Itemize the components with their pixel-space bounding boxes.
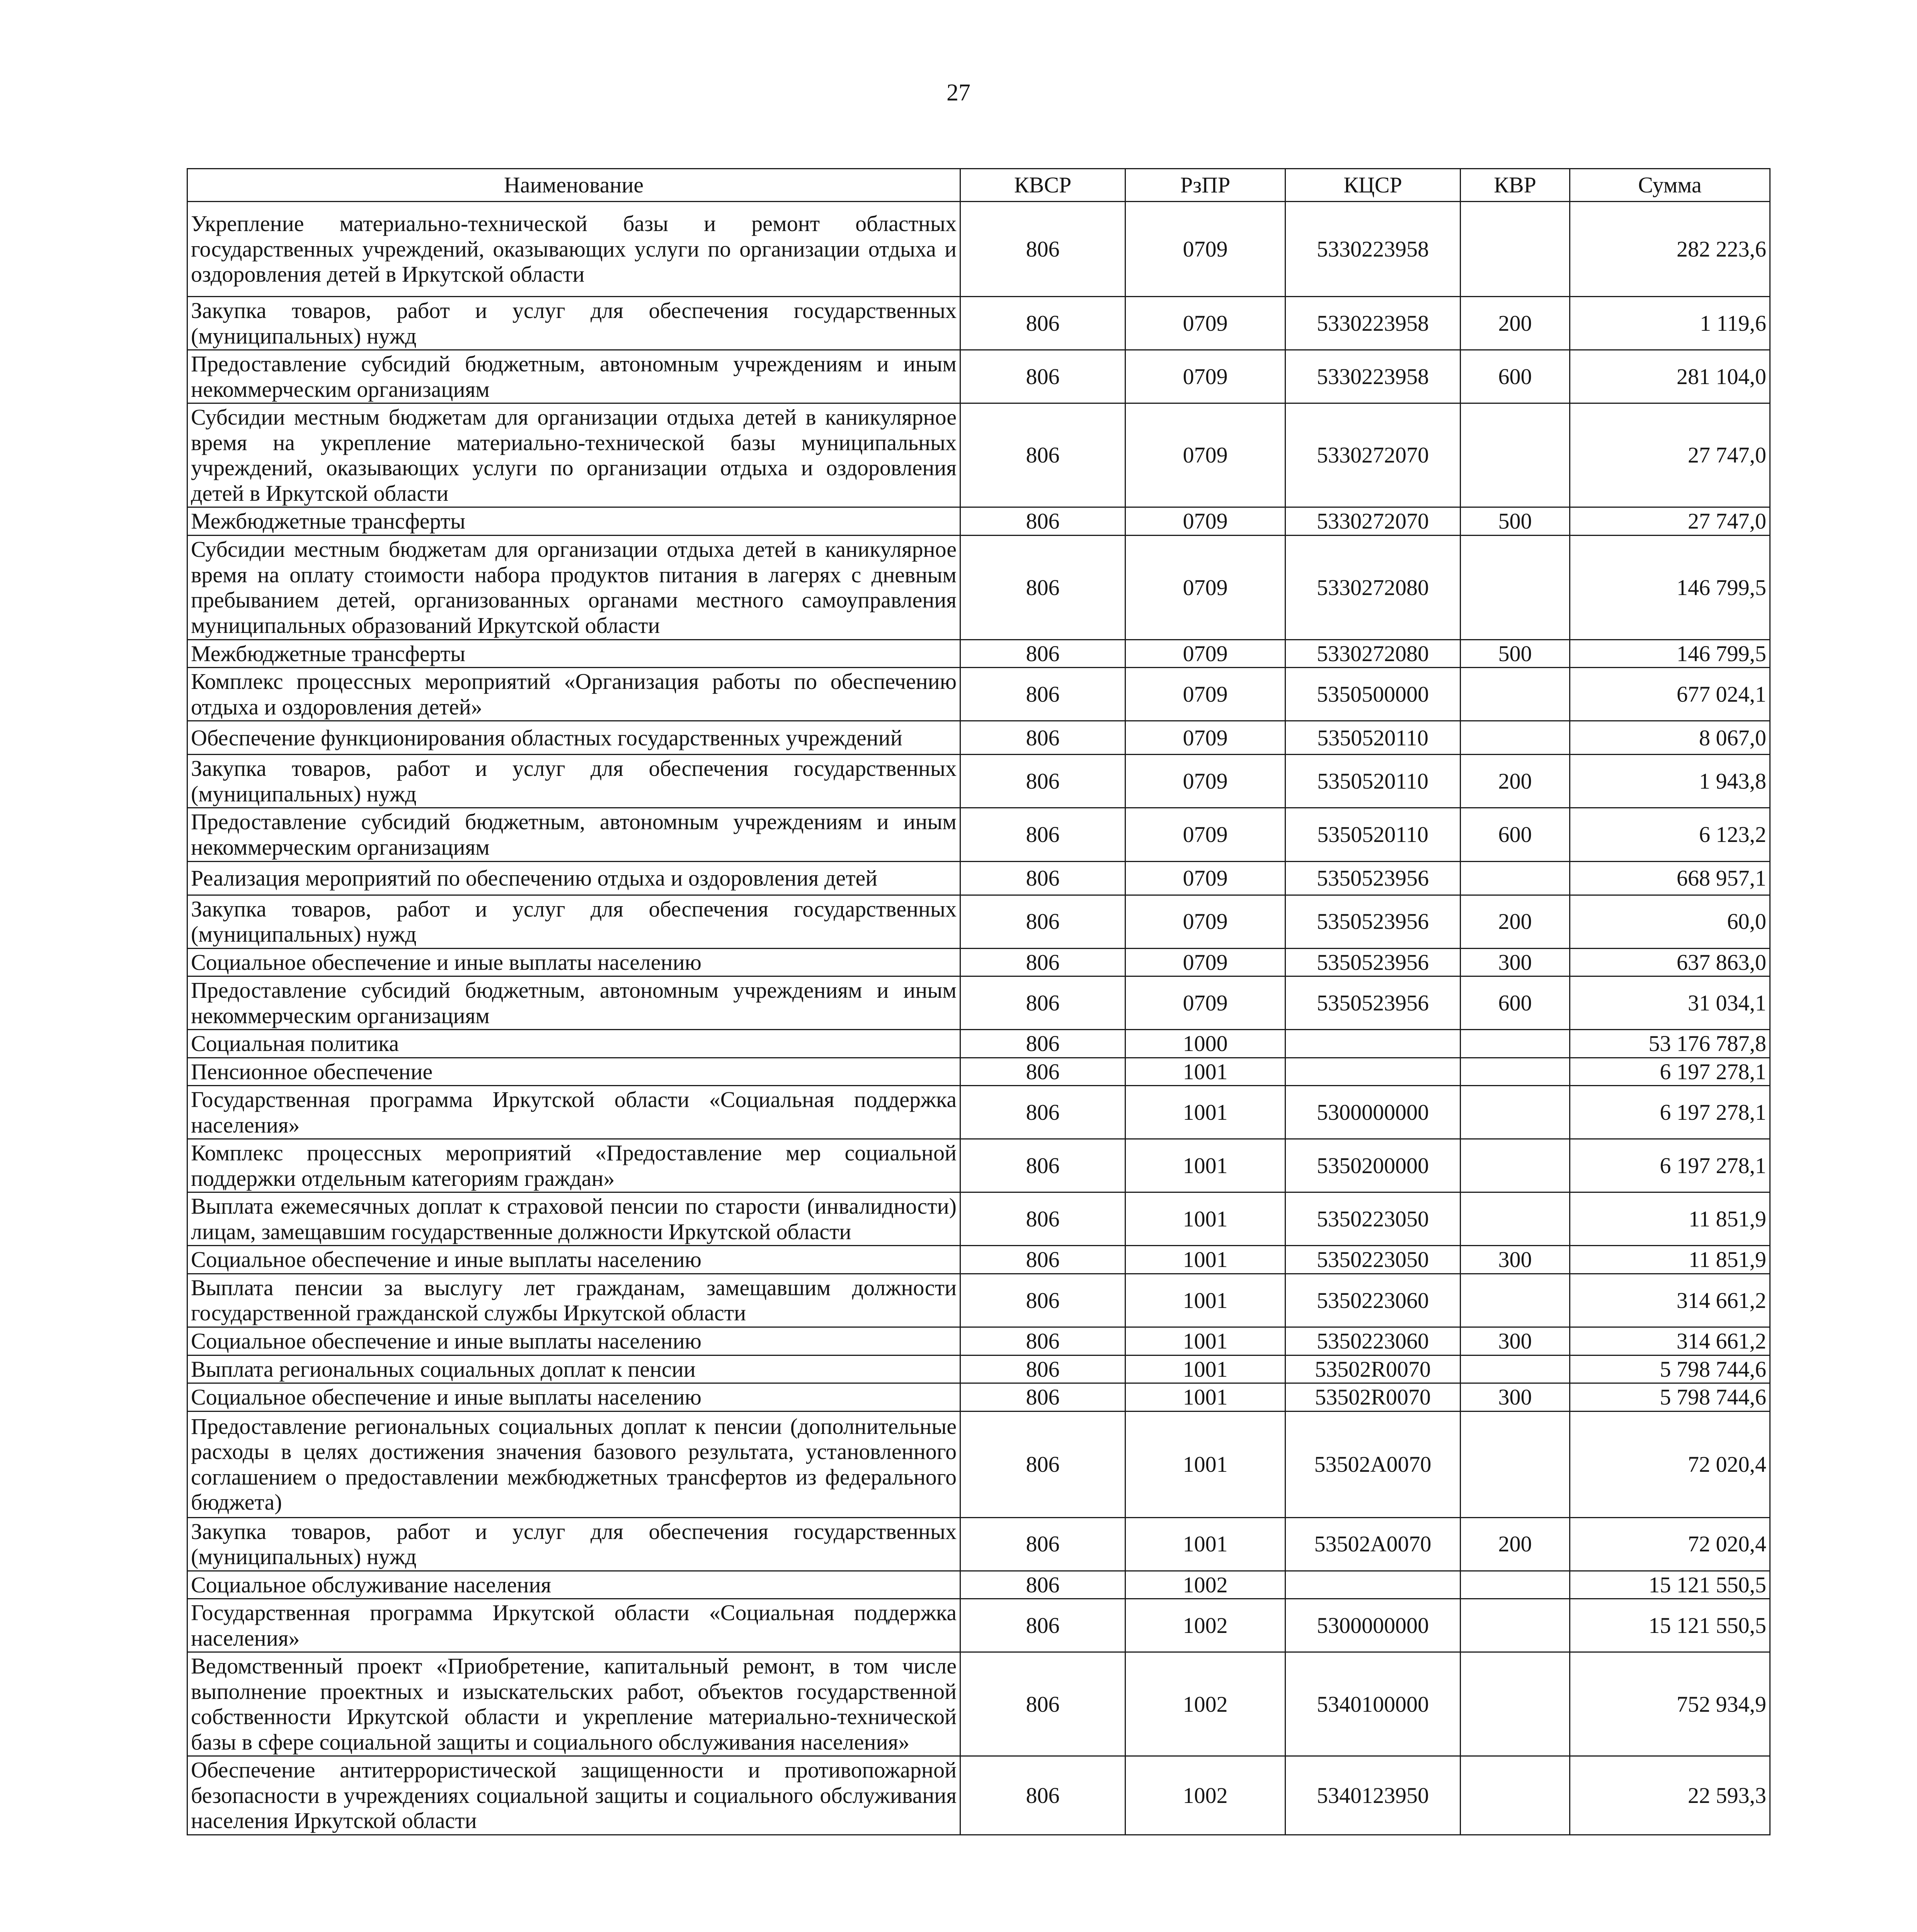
- table-header-row: [187, 169, 1770, 202]
- table-row: [187, 808, 1770, 861]
- cell-kcsr: 5350523956: [1285, 895, 1461, 948]
- cell-kcsr: 5350223050: [1285, 1192, 1461, 1246]
- cell-kvsr: 806: [960, 535, 1125, 639]
- cell-rzpr: 0709: [1125, 861, 1285, 895]
- cell-kvr: [1461, 1411, 1570, 1517]
- cell-kvsr: 806: [960, 1058, 1125, 1086]
- cell-rzpr: 1001: [1125, 1274, 1285, 1327]
- cell-sum: 5 798 744,6: [1570, 1383, 1770, 1412]
- cell-name: Пенсионное обеспечение: [187, 1058, 960, 1086]
- cell-kcsr: 5350520110: [1285, 721, 1461, 755]
- cell-kcsr: 5350523956: [1285, 976, 1461, 1030]
- table-row: [187, 1192, 1770, 1246]
- cell-rzpr: 1001: [1125, 1246, 1285, 1274]
- cell-kvsr: 806: [960, 1086, 1125, 1139]
- cell-kvr: 300: [1461, 948, 1570, 976]
- cell-kvr: 200: [1461, 1517, 1570, 1571]
- cell-rzpr: 0709: [1125, 668, 1285, 721]
- cell-kcsr: 5350500000: [1285, 668, 1461, 721]
- cell-kvr: 200: [1461, 755, 1570, 808]
- cell-sum: 53 176 787,8: [1570, 1030, 1770, 1058]
- cell-sum: 11 851,9: [1570, 1246, 1770, 1274]
- cell-name: Выплата региональных социальных доплат к пенсии: [187, 1355, 960, 1383]
- cell-kvsr: 806: [960, 1274, 1125, 1327]
- budget-table: [187, 168, 1771, 1835]
- cell-rzpr: 1002: [1125, 1756, 1285, 1835]
- table-row: [187, 1274, 1770, 1327]
- cell-kcsr: [1285, 1571, 1461, 1599]
- cell-kcsr: 5350200000: [1285, 1139, 1461, 1192]
- cell-kcsr: 5330223958: [1285, 297, 1461, 350]
- table-row: [187, 1383, 1770, 1412]
- cell-rzpr: 0709: [1125, 948, 1285, 976]
- cell-kcsr: 5330272080: [1285, 535, 1461, 639]
- cell-kvsr: 806: [960, 808, 1125, 861]
- cell-kvsr: 806: [960, 976, 1125, 1030]
- cell-kvsr: 806: [960, 1139, 1125, 1192]
- cell-sum: 146 799,5: [1570, 639, 1770, 668]
- cell-rzpr: 0709: [1125, 535, 1285, 639]
- cell-name: Ведомственный проект «Приобретение, капитальный ремонт, в том числе выполнение проектных и изыскательских работ, объектов государственной собственности Иркутской области и укрепление материально-технической базы в сфере социальной защиты и социального обслуживания населения»: [187, 1652, 960, 1756]
- cell-kvsr: 806: [960, 1030, 1125, 1058]
- table-row: [187, 297, 1770, 350]
- cell-kcsr: 5340100000: [1285, 1652, 1461, 1756]
- cell-kvsr: 806: [960, 1571, 1125, 1599]
- cell-kvsr: 806: [960, 1327, 1125, 1355]
- cell-name: Предоставление субсидий бюджетным, автономным учреждениям и иным некоммерческим организациям: [187, 808, 960, 861]
- cell-kvr: 200: [1461, 297, 1570, 350]
- cell-kvsr: 806: [960, 1383, 1125, 1412]
- cell-kvr: [1461, 1756, 1570, 1835]
- table-row: [187, 403, 1770, 507]
- header-rzpr: РзПР: [1125, 169, 1285, 202]
- table-row: [187, 507, 1770, 536]
- cell-kcsr: 5350223060: [1285, 1327, 1461, 1355]
- cell-kvsr: 806: [960, 948, 1125, 976]
- cell-kvsr: 806: [960, 1517, 1125, 1571]
- cell-kcsr: 5350520110: [1285, 808, 1461, 861]
- table-row: [187, 1652, 1770, 1756]
- cell-rzpr: 1001: [1125, 1517, 1285, 1571]
- cell-kvr: 300: [1461, 1246, 1570, 1274]
- cell-kvsr: 806: [960, 1599, 1125, 1652]
- cell-rzpr: 1000: [1125, 1030, 1285, 1058]
- cell-rzpr: 0709: [1125, 755, 1285, 808]
- cell-sum: 6 197 278,1: [1570, 1086, 1770, 1139]
- cell-kvsr: 806: [960, 350, 1125, 403]
- cell-kvsr: 806: [960, 1756, 1125, 1835]
- cell-sum: 281 104,0: [1570, 350, 1770, 403]
- cell-name: Выплата пенсии за выслугу лет гражданам, замещавшим должности государственной гражданской службы Иркутской области: [187, 1274, 960, 1327]
- cell-name: Социальное обеспечение и иные выплаты населению: [187, 1246, 960, 1274]
- cell-sum: 146 799,5: [1570, 535, 1770, 639]
- cell-rzpr: 1001: [1125, 1355, 1285, 1383]
- cell-rzpr: 1001: [1125, 1058, 1285, 1086]
- cell-kvr: [1461, 1139, 1570, 1192]
- cell-sum: 5 798 744,6: [1570, 1355, 1770, 1383]
- cell-rzpr: 0709: [1125, 721, 1285, 755]
- cell-kcsr: 53502R0070: [1285, 1355, 1461, 1383]
- cell-kcsr: 53502R0070: [1285, 1383, 1461, 1412]
- cell-rzpr: 0709: [1125, 507, 1285, 536]
- cell-kvr: [1461, 403, 1570, 507]
- cell-rzpr: 1002: [1125, 1652, 1285, 1756]
- cell-rzpr: 0709: [1125, 403, 1285, 507]
- cell-rzpr: 1001: [1125, 1411, 1285, 1517]
- cell-sum: 8 067,0: [1570, 721, 1770, 755]
- cell-name: Социальное обеспечение и иные выплаты населению: [187, 948, 960, 976]
- cell-sum: 314 661,2: [1570, 1327, 1770, 1355]
- cell-kvsr: 806: [960, 1411, 1125, 1517]
- cell-rzpr: 1001: [1125, 1086, 1285, 1139]
- cell-kvr: [1461, 1355, 1570, 1383]
- cell-sum: 27 747,0: [1570, 403, 1770, 507]
- table-row: [187, 1086, 1770, 1139]
- table-row: [187, 350, 1770, 403]
- table-row: [187, 668, 1770, 721]
- cell-name: Укрепление материально-технической базы и ремонт областных государственных учреждений, оказывающих услуги по организации отдыха и оздоровления детей в Иркутской области: [187, 202, 960, 297]
- cell-sum: 752 934,9: [1570, 1652, 1770, 1756]
- header-kcsr: КЦСР: [1285, 169, 1461, 202]
- cell-name: Межбюджетные трансферты: [187, 639, 960, 668]
- cell-kvr: 300: [1461, 1327, 1570, 1355]
- cell-rzpr: 1002: [1125, 1571, 1285, 1599]
- cell-kvsr: 806: [960, 1652, 1125, 1756]
- cell-kcsr: 5330223958: [1285, 350, 1461, 403]
- cell-sum: 11 851,9: [1570, 1192, 1770, 1246]
- cell-rzpr: 0709: [1125, 297, 1285, 350]
- cell-kcsr: 5300000000: [1285, 1086, 1461, 1139]
- cell-rzpr: 0709: [1125, 976, 1285, 1030]
- cell-kcsr: 53502А0070: [1285, 1517, 1461, 1571]
- cell-kvr: [1461, 1192, 1570, 1246]
- cell-kvr: [1461, 1274, 1570, 1327]
- cell-kcsr: 5350520110: [1285, 755, 1461, 808]
- cell-kcsr: [1285, 1058, 1461, 1086]
- cell-kvsr: 806: [960, 895, 1125, 948]
- cell-sum: 314 661,2: [1570, 1274, 1770, 1327]
- header-kvsr: КВСР: [960, 169, 1125, 202]
- header-kvr: КВР: [1461, 169, 1570, 202]
- table-row: [187, 1139, 1770, 1192]
- header-name: Наименование: [187, 169, 960, 202]
- cell-kvr: 600: [1461, 350, 1570, 403]
- cell-sum: 31 034,1: [1570, 976, 1770, 1030]
- cell-sum: 15 121 550,5: [1570, 1571, 1770, 1599]
- cell-rzpr: 0709: [1125, 639, 1285, 668]
- cell-kvsr: 806: [960, 861, 1125, 895]
- table-row: [187, 755, 1770, 808]
- cell-name: Социальное обслуживание населения: [187, 1571, 960, 1599]
- cell-kvsr: 806: [960, 755, 1125, 808]
- table-row: [187, 535, 1770, 639]
- cell-name: Выплата ежемесячных доплат к страховой пенсии по старости (инвалидности) лицам, замещавшим государственные должности Иркутской области: [187, 1192, 960, 1246]
- cell-sum: 1 943,8: [1570, 755, 1770, 808]
- table-row: [187, 1599, 1770, 1652]
- cell-kvr: 500: [1461, 639, 1570, 668]
- cell-name: Межбюджетные трансферты: [187, 507, 960, 536]
- cell-kcsr: 5330223958: [1285, 202, 1461, 297]
- cell-rzpr: 0709: [1125, 350, 1285, 403]
- cell-rzpr: 0709: [1125, 895, 1285, 948]
- cell-name: Субсидии местным бюджетам для организации отдыха детей в каникулярное время на укрепление материально-технической базы муниципальных учреждений, оказывающих услуги по организации отдыха и оздоровления детей в Иркутской области: [187, 403, 960, 507]
- cell-rzpr: 1001: [1125, 1327, 1285, 1355]
- cell-rzpr: 1002: [1125, 1599, 1285, 1652]
- table-row: [187, 1517, 1770, 1571]
- cell-name: Предоставление региональных социальных доплат к пенсии (дополнительные расходы в целях достижения значения базового результата, установленного соглашением о предоставлении межбюджетных трансфертов из федерального бюджета): [187, 1411, 960, 1517]
- cell-kvr: [1461, 1030, 1570, 1058]
- cell-rzpr: 0709: [1125, 202, 1285, 297]
- cell-kvsr: 806: [960, 403, 1125, 507]
- cell-kcsr: 5350523956: [1285, 948, 1461, 976]
- cell-kvr: [1461, 202, 1570, 297]
- table-row: [187, 895, 1770, 948]
- table-row: [187, 639, 1770, 668]
- cell-kvsr: 806: [960, 639, 1125, 668]
- cell-kcsr: 5350523956: [1285, 861, 1461, 895]
- header-sum: Сумма: [1570, 169, 1770, 202]
- table-row: [187, 1411, 1770, 1517]
- cell-name: Предоставление субсидий бюджетным, автономным учреждениям и иным некоммерческим организациям: [187, 976, 960, 1030]
- cell-name: Реализация мероприятий по обеспечению отдыха и оздоровления детей: [187, 861, 960, 895]
- cell-kvr: 500: [1461, 507, 1570, 536]
- cell-kvsr: 806: [960, 1246, 1125, 1274]
- cell-sum: 60,0: [1570, 895, 1770, 948]
- table-row: [187, 1355, 1770, 1383]
- cell-sum: 15 121 550,5: [1570, 1599, 1770, 1652]
- table-row: [187, 1058, 1770, 1086]
- table-row: [187, 1327, 1770, 1355]
- cell-kvr: 200: [1461, 895, 1570, 948]
- cell-rzpr: 1001: [1125, 1383, 1285, 1412]
- cell-sum: 27 747,0: [1570, 507, 1770, 536]
- cell-name: Закупка товаров, работ и услуг для обеспечения государственных (муниципальных) нужд: [187, 297, 960, 350]
- table-row: [187, 948, 1770, 976]
- table-row: [187, 721, 1770, 755]
- cell-name: Предоставление субсидий бюджетным, автономным учреждениям и иным некоммерческим организациям: [187, 350, 960, 403]
- table-row: [187, 202, 1770, 297]
- cell-kvr: 300: [1461, 1383, 1570, 1412]
- cell-name: Социальное обеспечение и иные выплаты населению: [187, 1327, 960, 1355]
- cell-rzpr: 0709: [1125, 808, 1285, 861]
- cell-kcsr: 53502А0070: [1285, 1411, 1461, 1517]
- cell-kvsr: 806: [960, 1355, 1125, 1383]
- cell-name: Государственная программа Иркутской области «Социальная поддержка населения»: [187, 1599, 960, 1652]
- cell-kvr: [1461, 1652, 1570, 1756]
- cell-kvr: [1461, 721, 1570, 755]
- cell-name: Закупка товаров, работ и услуг для обеспечения государственных (муниципальных) нужд: [187, 1517, 960, 1571]
- table-row: [187, 861, 1770, 895]
- cell-kcsr: 5330272070: [1285, 507, 1461, 536]
- cell-name: Закупка товаров, работ и услуг для обеспечения государственных (муниципальных) нужд: [187, 895, 960, 948]
- table-row: [187, 1571, 1770, 1599]
- table-row: [187, 1756, 1770, 1835]
- cell-kvr: [1461, 1599, 1570, 1652]
- cell-kvr: [1461, 1571, 1570, 1599]
- cell-sum: 637 863,0: [1570, 948, 1770, 976]
- cell-name: Комплекс процессных мероприятий «Организация работы по обеспечению отдыха и оздоровления детей»: [187, 668, 960, 721]
- cell-kvr: [1461, 861, 1570, 895]
- cell-kvsr: 806: [960, 1192, 1125, 1246]
- cell-kvr: 600: [1461, 808, 1570, 861]
- cell-name: Социальная политика: [187, 1030, 960, 1058]
- cell-sum: 72 020,4: [1570, 1411, 1770, 1517]
- cell-kcsr: 5300000000: [1285, 1599, 1461, 1652]
- cell-sum: 282 223,6: [1570, 202, 1770, 297]
- cell-kcsr: 5330272080: [1285, 639, 1461, 668]
- cell-sum: 677 024,1: [1570, 668, 1770, 721]
- cell-kvr: [1461, 1058, 1570, 1086]
- cell-kcsr: 5330272070: [1285, 403, 1461, 507]
- cell-sum: 72 020,4: [1570, 1517, 1770, 1571]
- cell-rzpr: 1001: [1125, 1139, 1285, 1192]
- cell-name: Субсидии местным бюджетам для организации отдыха детей в каникулярное время на оплату стоимости набора продуктов питания в лагерях с дневным пребыванием детей, организованных органами местного самоуправления муниципальных образований Иркутской области: [187, 535, 960, 639]
- table-row: [187, 976, 1770, 1030]
- cell-rzpr: 1001: [1125, 1192, 1285, 1246]
- cell-kvsr: 806: [960, 297, 1125, 350]
- cell-name: Комплекс процессных мероприятий «Предоставление мер социальной поддержки отдельным категориям граждан»: [187, 1139, 960, 1192]
- cell-name: Закупка товаров, работ и услуг для обеспечения государственных (муниципальных) нужд: [187, 755, 960, 808]
- cell-name: Государственная программа Иркутской области «Социальная поддержка населения»: [187, 1086, 960, 1139]
- cell-kvr: [1461, 668, 1570, 721]
- cell-name: Обеспечение антитеррористической защищенности и противопожарной безопасности в учреждениях социальной защиты и социального обслуживания населения Иркутской области: [187, 1756, 960, 1835]
- table-row: [187, 1246, 1770, 1274]
- cell-name: Обеспечение функционирования областных государственных учреждений: [187, 721, 960, 755]
- cell-kvsr: 806: [960, 721, 1125, 755]
- cell-sum: 668 957,1: [1570, 861, 1770, 895]
- cell-kvr: [1461, 1086, 1570, 1139]
- page-number: 27: [947, 80, 970, 106]
- cell-sum: 1 119,6: [1570, 297, 1770, 350]
- cell-name: Социальное обеспечение и иные выплаты населению: [187, 1383, 960, 1412]
- cell-kvsr: 806: [960, 668, 1125, 721]
- cell-kcsr: [1285, 1030, 1461, 1058]
- cell-sum: 6 197 278,1: [1570, 1058, 1770, 1086]
- cell-kvsr: 806: [960, 202, 1125, 297]
- table-row: [187, 1030, 1770, 1058]
- cell-kvr: [1461, 535, 1570, 639]
- cell-kcsr: 5350223060: [1285, 1274, 1461, 1327]
- cell-sum: 6 197 278,1: [1570, 1139, 1770, 1192]
- cell-kcsr: 5350223050: [1285, 1246, 1461, 1274]
- cell-kcsr: 5340123950: [1285, 1756, 1461, 1835]
- cell-kvsr: 806: [960, 507, 1125, 536]
- cell-kvr: 600: [1461, 976, 1570, 1030]
- cell-sum: 22 593,3: [1570, 1756, 1770, 1835]
- cell-sum: 6 123,2: [1570, 808, 1770, 861]
